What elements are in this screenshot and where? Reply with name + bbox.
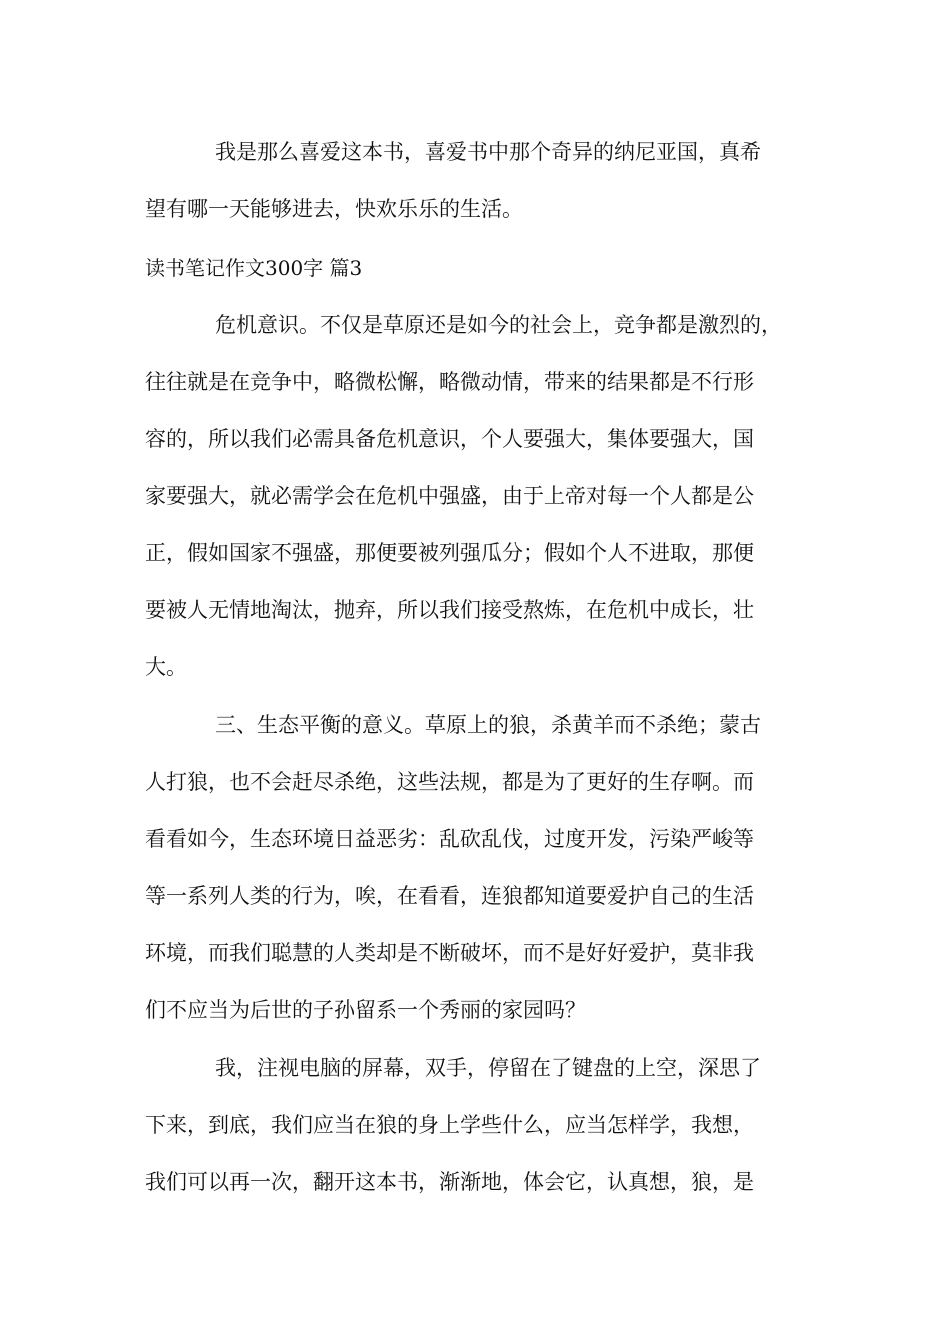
- paragraph-line: 人打狼，也不会赶尽杀绝，这些法规，都是为了更好的生存啊。而: [145, 770, 754, 794]
- paragraph-line: 看看如今，生态环境日益恶劣：乱砍乱伐，过度开发，污染严峻等: [145, 827, 754, 851]
- paragraph-line: 家要强大，就必需学会在危机中强盛，由于上帝对每一个人都是公: [145, 484, 754, 508]
- paragraph-line: 我是那么喜爱这本书，喜爱书中那个奇异的纳尼亚国，真希: [215, 140, 761, 164]
- paragraph-1: [145, 124, 825, 238]
- paragraph-line: 等一系列人类的行为，唉，在看看，连狼都知道要爱护自己的生活: [145, 884, 754, 908]
- paragraph-line: 环境，而我们聪慧的人类却是不断破坏，而不是好好爱护，莫非我: [145, 941, 754, 965]
- paragraph-2: [145, 297, 825, 696]
- paragraph-line: 正，假如国家不强盛，那便要被列强瓜分；假如个人不进取，那便: [145, 541, 754, 565]
- section-heading: 读书笔记作文300字 篇3: [145, 256, 363, 280]
- paragraph-line: 危机意识。不仅是草原还是如今的社会上，竞争都是激烈的，: [215, 313, 782, 337]
- paragraph-line: 我，注视电脑的屏幕，双手，停留在了键盘的上空，深思了: [215, 1056, 761, 1080]
- paragraph-3: [145, 697, 825, 1039]
- paragraph-line: 望有哪一天能够进去，快欢乐乐的生活。: [145, 197, 523, 221]
- paragraph-line: 下来，到底，我们应当在狼的身上学些什么，应当怎样学，我想，: [145, 1113, 754, 1137]
- paragraph-4: [145, 1040, 825, 1211]
- paragraph-line: 容的，所以我们必需具备危机意识，个人要强大，集体要强大，国: [145, 427, 754, 451]
- paragraph-line: 我们可以再一次，翻开这本书，渐渐地，体会它，认真想，狼，是: [145, 1170, 754, 1194]
- paragraph-line: 三、生态平衡的意义。草原上的狼，杀黄羊而不杀绝；蒙古: [215, 713, 761, 737]
- paragraph-line: 大。: [145, 655, 187, 679]
- paragraph-line: 要被人无情地淘汰，抛弃，所以我们接受熬炼，在危机中成长，壮: [145, 598, 754, 622]
- paragraph-line: 往往就是在竞争中，略微松懈，略微动情，带来的结果都是不行形: [145, 370, 754, 394]
- paragraph-line: 们不应当为后世的子孙留系一个秀丽的家园吗？: [145, 998, 586, 1022]
